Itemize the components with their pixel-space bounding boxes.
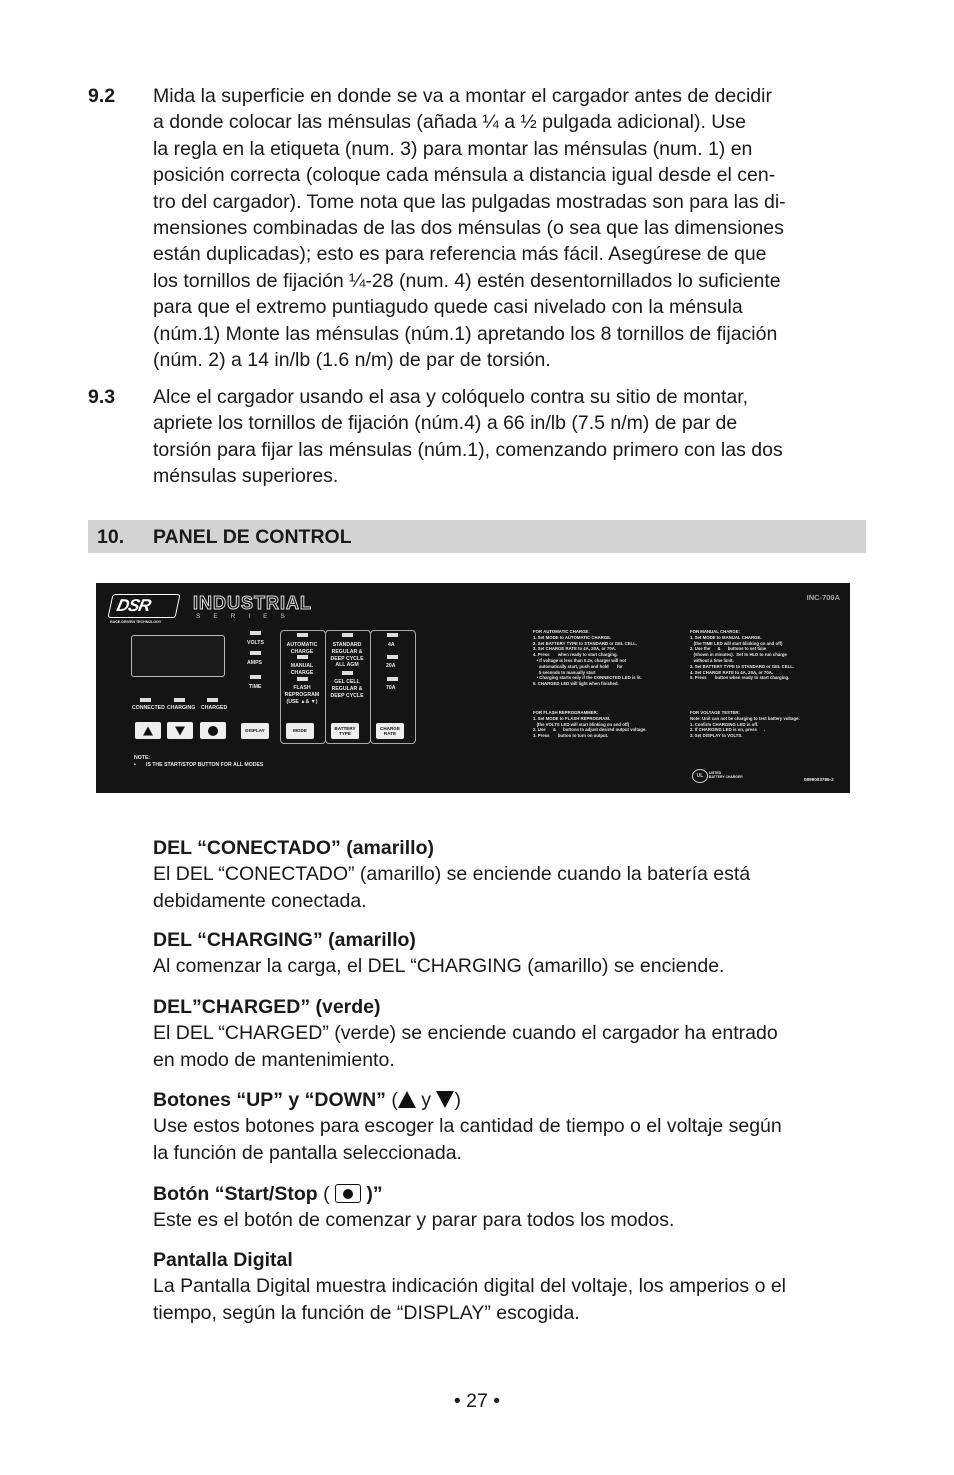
manual-charge-label: MANUAL CHARGE (290, 663, 314, 676)
flash-reprogram-led (297, 677, 308, 681)
section-text: Alce el cargador usando el asa y colóquelo contra su sitio de montar, apriete los tornillos de fijación (núm.4) a 66 in/lb (7.5 n/m) de par de torsión para fijar las ménsulas (núm.1), comenzando primero con las dos ménsulas superiores. (153, 386, 783, 488)
auto-charge-instructions: FOR AUTOMATIC CHARGE: 1. Set MODE to AUTOMATIC CHARGE. 2. Set BATTERY TYPE to STANDARD or GEL CELL. 3. Set CHARGE RATE to 4A, 20A, or 70A. 4. Press when ready to start charging. • If voltage is less than 0.2v, charger will not automatically start, push and hold for 5 seconds to manually start • Charging starts only if the CONNECTED LED is lit. 5. CHARGED LED will light when finished. (533, 629, 642, 687)
charge-rate-button[interactable]: CHARGE RATE (376, 723, 404, 739)
auto-charge-label: AUTOMATIC CHARGE (286, 642, 318, 655)
desc-heading: Botones “UP” y “DOWN” (153, 1089, 386, 1111)
rate-70a-led (387, 677, 398, 681)
volts-label: VOLTS (247, 640, 264, 646)
desc-body: Este es el botón de comenzar y parar para todos los modos. (153, 1209, 675, 1232)
ul-logo: UL (692, 769, 708, 783)
down-button[interactable] (167, 722, 193, 739)
desc-body: El DEL “CONECTADO” (amarillo) se enciende cuando la batería está debidamente conectada. (153, 863, 751, 912)
gel-cell-led (342, 671, 353, 675)
desc-heading-line: Botón “Start/Stop ( )” (153, 1183, 383, 1205)
desc-digital-display (153, 1247, 868, 1326)
manual-charge-led (297, 655, 308, 659)
heading-separator: y (421, 1089, 432, 1111)
standard-led (342, 633, 353, 637)
desc-charged (153, 994, 868, 1073)
logo-tagline: RACE-DRIVEN TECHNOLOGY (110, 620, 162, 624)
desc-body: La Pantalla Digital muestra indicación digital del voltaje, los amperios o el tiempo, según la función de “DISPLAY” escogida. (153, 1275, 787, 1324)
brand-series: SERIES (196, 613, 298, 620)
display-button[interactable]: DISPLAY (241, 723, 269, 739)
section-header-title: PANEL DE CONTROL (153, 526, 352, 548)
up-arrow-icon (398, 1091, 416, 1108)
desc-up-down (153, 1087, 868, 1166)
battery-type-button[interactable]: BATTERY TYPE (331, 723, 359, 739)
rate-70a-label: 70A (386, 685, 396, 691)
volts-led (250, 631, 261, 635)
desc-start-stop (153, 1181, 868, 1234)
rate-4a-led (387, 633, 398, 637)
desc-heading-line: Botones “UP” y “DOWN” ( y ) (153, 1089, 461, 1111)
heading-end: )” (366, 1183, 383, 1205)
charging-led (174, 698, 185, 702)
desc-body: El DEL “CHARGED” (verde) se enciende cuando el cargador ha entrado en modo de mantenimiento. (153, 1022, 778, 1071)
down-arrow-icon (175, 726, 185, 735)
down-arrow-icon (436, 1091, 454, 1108)
connected-led (140, 698, 151, 702)
manual-charge-instructions: FOR MANUAL CHARGE: 1. Set MODE to MANUAL CHARGE. (the TIME LED will start blinking on and off) 2. Use the & buttons to set time (shown in minutes). Set to HLD to run charge without a time limit. 3. Set BATTERY TYPE to STANDARD or GEL CELL. 4. Set CHARGE RATE to 4A, 20A, or 70A. 5. Press button when ready to start charging. (690, 629, 795, 681)
desc-heading: DEL “CHARGING” (amarillo) (153, 929, 416, 951)
start-stop-button[interactable] (200, 722, 226, 739)
section-header-number: 10. (97, 526, 125, 548)
amps-led (250, 651, 261, 655)
rate-20a-led (387, 655, 398, 659)
desc-heading: Botón “Start/Stop (153, 1183, 318, 1205)
ul-text: LISTED BATTERY CHARGER (709, 771, 743, 780)
digital-display (131, 635, 225, 677)
section-number: 9.3 (88, 386, 116, 408)
panel-note: NOTE: • IS THE START/STOP BUTTON FOR ALL MODES (134, 755, 264, 768)
rate-20a-label: 20A (386, 663, 396, 669)
brand-name: INDUSTRIAL (193, 593, 312, 613)
dsr-logo: DSR (107, 594, 180, 618)
standard-label: STANDARD REGULAR & DEEP CYCLE ALL AGM (330, 642, 364, 669)
voltage-tester-instructions: FOR VOLTAGE TESTER: Note: Unit can not be charging to test battery voltage. 1. Confirm CHARGING LED is off. 2. If CHARGING LED is on, press . 3. Set DISPLAY to VOLTS. (690, 710, 800, 739)
desc-heading: DEL”CHARGED” (verde) (153, 996, 381, 1018)
section-number: 9.2 (88, 85, 116, 107)
part-number: 0899003786-2 (804, 777, 834, 782)
up-button[interactable] (135, 722, 161, 739)
connected-label: CONNECTED (132, 705, 165, 711)
section-text: Mida la superficie en donde se va a montar el cargador antes de decidir a donde colocar las ménsulas (añada ¼ a ½ pulgada adicional). Use la regla en la etiqueta (num. 3) para montar las ménsulas (num. 1) en posición correcta (coloque cada ménsula a distancia igual desde el cen- tro del cargador). Tome nota que las pulgadas mostradas son para las di- mensiones combinadas de las dos ménsulas (o sea que las dimensiones están duplicadas); esto es para referencia más fácil. Asegúrese de que los tornillos de fijación ¼-28 (num. 4) estén desentornillados lo suficiente para que el extremo puntiagudo quede casi nivelado con la ménsula (núm.1) Monte las ménsulas (núm.1) apretando los 8 tornillos de fijación (núm. 2) a 14 in/lb (1.6 n/m) de par de torsión. (153, 85, 786, 372)
desc-body: Use estos botones para escoger la cantidad de tiempo o el voltaje según la función de pantalla seleccionada. (153, 1115, 782, 1164)
section-9-3 (88, 384, 868, 494)
auto-charge-led (297, 633, 308, 637)
section-header (88, 520, 866, 553)
flash-reprogram-label: FLASH REPROGRAM (USE ▲& ▼) (284, 685, 320, 705)
time-led (250, 675, 261, 679)
control-panel-image (96, 583, 850, 793)
desc-heading: DEL “CONECTADO” (amarillo) (153, 837, 434, 859)
desc-body: Al comenzar la carga, el DEL “CHARGING (amarillo) se enciende. (153, 955, 725, 978)
start-stop-icon (208, 726, 218, 736)
mode-button[interactable]: MODE (286, 723, 314, 739)
up-arrow-icon (143, 726, 153, 735)
flash-reprogram-instructions: FOR FLASH REPROGRAMMER: 1. Set MODE to FLASH REPROGRAM. (the VOLTS LED will start blinking on and off) 2. Use & buttons to adjust desired output voltage. 3. Press button to turn on output. (533, 710, 647, 739)
charging-label: CHARGING (167, 705, 196, 711)
start-stop-icon (335, 1184, 361, 1203)
page-number: • 27 • (453, 1390, 501, 1412)
amps-label: AMPS (247, 660, 262, 666)
model-number: INC-700A (806, 593, 840, 602)
time-label: TIME (249, 684, 262, 690)
section-9-2 (88, 83, 868, 373)
desc-charging (153, 927, 868, 980)
charged-led (207, 698, 218, 702)
gel-cell-label: GEL CELL REGULAR & DEEP CYCLE (330, 679, 364, 699)
rate-4a-label: 4A (388, 642, 395, 648)
desc-connected (153, 835, 868, 914)
desc-heading: Pantalla Digital (153, 1249, 293, 1271)
charged-label: CHARGED (201, 705, 228, 711)
